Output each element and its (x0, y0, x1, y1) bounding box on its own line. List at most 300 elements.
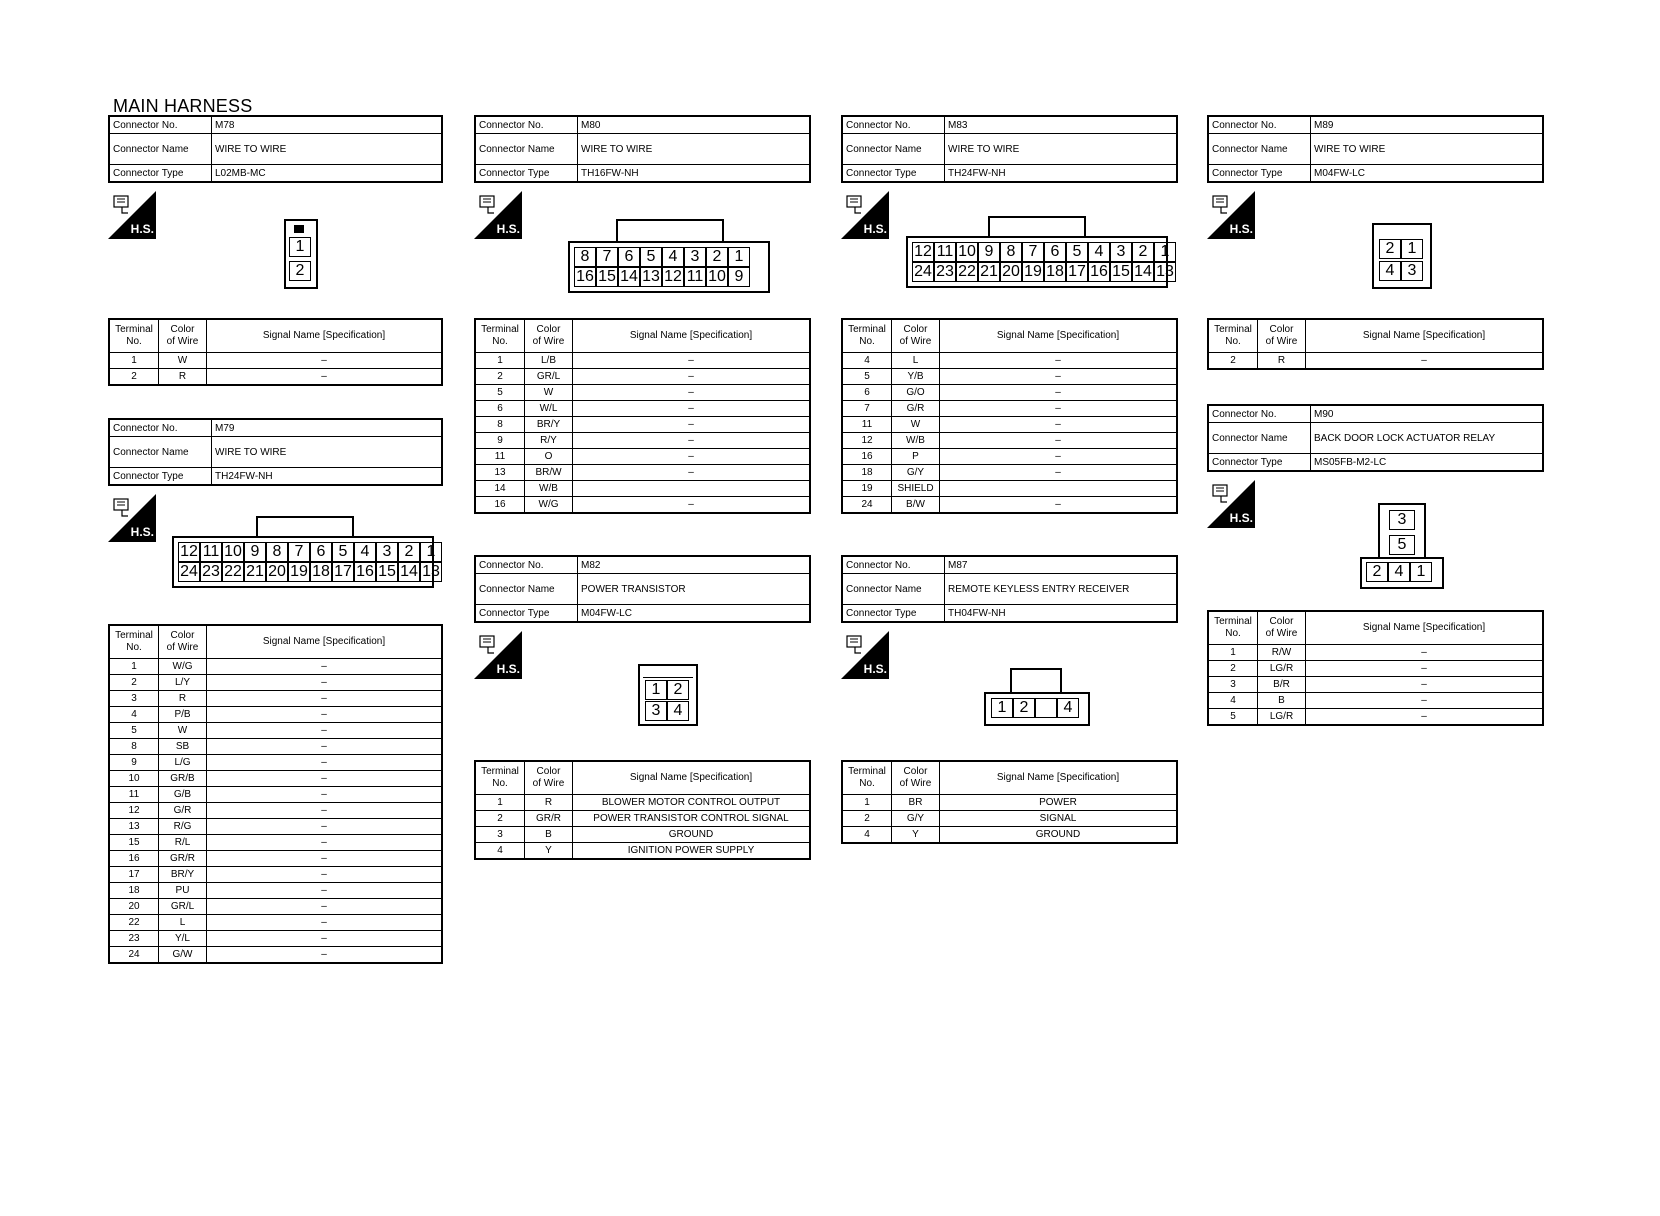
terminal-no-cell: 22 (109, 915, 159, 931)
wire-color-cell: W/B (525, 481, 573, 497)
wire-color-cell: Y/L (159, 931, 207, 947)
table-row (475, 449, 810, 465)
terminal-no-cell: 19 (842, 481, 892, 497)
pin: 2 (1013, 698, 1035, 718)
label-connector-type: Connector Type (842, 605, 945, 623)
signal-name-cell: – (573, 433, 811, 449)
pin: 13 (640, 267, 662, 287)
signal-name-cell: – (940, 417, 1178, 433)
connector-type: L02MB-MC (212, 165, 443, 183)
connector-info-table (108, 115, 443, 183)
signal-name-cell: – (207, 771, 443, 787)
pin: 9 (978, 242, 1000, 262)
table-row (109, 675, 442, 691)
pin: 15 (596, 267, 618, 287)
table-row (1208, 709, 1543, 726)
terminal-no-cell: 4 (842, 353, 892, 369)
wire-color-cell: GR/L (525, 369, 573, 385)
terminal-table-m78 (108, 318, 443, 386)
terminal-no-cell: 16 (109, 851, 159, 867)
table-row (475, 827, 810, 843)
pin: 10 (706, 267, 728, 287)
pin: 1 (1154, 242, 1176, 262)
wire-color-cell: B/R (1258, 677, 1306, 693)
pin: 20 (266, 562, 288, 582)
terminal-no-cell: 2 (109, 369, 159, 386)
table-row (842, 353, 1177, 369)
pin: 8 (1000, 242, 1022, 262)
wire-color-cell: L (159, 915, 207, 931)
terminal-table (108, 318, 443, 386)
table-row (109, 819, 442, 835)
terminal-no-cell: 2 (842, 811, 892, 827)
pin: 14 (618, 267, 640, 287)
signal-name-cell: – (207, 675, 443, 691)
wire-color-cell: R/G (159, 819, 207, 835)
pin: 3 (1389, 510, 1415, 530)
hs-label: H.S. (496, 222, 520, 236)
signal-name-cell: – (573, 401, 811, 417)
connector-name: BACK DOOR LOCK ACTUATOR RELAY (1311, 423, 1544, 454)
label-connector-name: Connector Name (842, 134, 945, 165)
pin: 4 (1388, 562, 1410, 582)
wire-color-cell: GR/R (525, 811, 573, 827)
table-row (109, 947, 442, 964)
signal-name-cell: GROUND (573, 827, 811, 843)
table-row (1208, 693, 1543, 709)
terminal-no-cell: 18 (842, 465, 892, 481)
table-row (109, 787, 442, 803)
table-row (475, 433, 810, 449)
connector-type: MS05FB-M2-LC (1311, 454, 1544, 472)
terminal-no-cell: 13 (475, 465, 525, 481)
connector-info-table (841, 555, 1178, 623)
wire-color-cell: G/Y (892, 465, 940, 481)
terminal-no-cell: 12 (842, 433, 892, 449)
signal-name-cell: – (1306, 645, 1544, 661)
signal-name-cell: – (207, 353, 443, 369)
label-connector-name: Connector Name (475, 574, 578, 605)
signal-name-cell: – (207, 867, 443, 883)
wire-color-cell: G/R (159, 803, 207, 819)
connector-key (256, 516, 354, 538)
col-color-of-wire: Color of Wire (525, 761, 573, 795)
terminal-no-cell: 1 (1208, 645, 1258, 661)
pin: 19 (1022, 262, 1044, 282)
pin: 12 (178, 542, 200, 562)
connector-face-m79 (172, 536, 440, 588)
table-row (842, 369, 1177, 385)
wire-color-cell: LG/R (1258, 709, 1306, 726)
pin: 11 (934, 242, 956, 262)
pin: 5 (640, 247, 662, 267)
hs-label: H.S. (1229, 511, 1253, 525)
signal-name-cell: – (207, 851, 443, 867)
pin: 14 (1132, 262, 1154, 282)
terminal-no-cell: 13 (109, 819, 159, 835)
signal-name-cell: – (940, 449, 1178, 465)
pin: 4 (667, 701, 689, 721)
terminal-table-m89 (1207, 318, 1544, 370)
connector-m90 (1207, 404, 1544, 472)
pin: 7 (1022, 242, 1044, 262)
pin: 18 (310, 562, 332, 582)
terminal-no-cell: 11 (475, 449, 525, 465)
connector-face-m80 (568, 241, 770, 293)
signal-name-cell: BLOWER MOTOR CONTROL OUTPUT (573, 795, 811, 811)
connector-type: M04FW-LC (1311, 165, 1544, 183)
pin: 23 (934, 262, 956, 282)
signal-name-cell (940, 481, 1178, 497)
connector-face-m89 (1372, 223, 1432, 289)
signal-name-cell (573, 481, 811, 497)
pin: 4 (662, 247, 684, 267)
col-signal-name: Signal Name [Specification] (207, 319, 443, 353)
pin: 7 (596, 247, 618, 267)
wire-color-cell: W/L (525, 401, 573, 417)
signal-name-cell: – (207, 707, 443, 723)
terminal-table (841, 760, 1178, 844)
terminal-no-cell: 1 (475, 795, 525, 811)
pin: 12 (662, 267, 684, 287)
terminal-no-cell: 17 (109, 867, 159, 883)
wire-color-cell: G/R (892, 401, 940, 417)
wire-color-cell: GR/R (159, 851, 207, 867)
terminal-table (841, 318, 1178, 514)
pin: 15 (1110, 262, 1132, 282)
table-row (475, 843, 810, 860)
terminal-no-cell: 23 (109, 931, 159, 947)
label-connector-name: Connector Name (1208, 134, 1311, 165)
connector-no: M83 (945, 116, 1178, 134)
signal-name-cell: – (940, 497, 1178, 514)
pin: 8 (574, 247, 596, 267)
connector-name: WIRE TO WIRE (212, 437, 443, 468)
wire-color-cell: Y (525, 843, 573, 860)
hs-label: H.S. (863, 662, 887, 676)
wire-color-cell: BR/Y (525, 417, 573, 433)
pin: 6 (310, 542, 332, 562)
table-row (842, 417, 1177, 433)
pin: 24 (178, 562, 200, 582)
col-color-of-wire: Color of Wire (892, 319, 940, 353)
hs-label: H.S. (863, 222, 887, 236)
table-row (109, 707, 442, 723)
terminal-no-cell: 1 (109, 353, 159, 369)
pin: 3 (645, 701, 667, 721)
label-connector-type: Connector Type (1208, 454, 1311, 472)
label-connector-no: Connector No. (109, 116, 212, 134)
terminal-no-cell: 5 (1208, 709, 1258, 726)
pin: 8 (266, 542, 288, 562)
connector-no: M78 (212, 116, 443, 134)
terminal-no-cell: 2 (109, 675, 159, 691)
pin: 6 (618, 247, 640, 267)
col-color-of-wire: Color of Wire (1258, 319, 1306, 353)
connector-face-m83 (906, 236, 1174, 288)
col-terminal-no: Terminal No. (109, 625, 159, 659)
connector-key (616, 219, 724, 243)
wire-color-cell: B/W (892, 497, 940, 514)
terminal-no-cell: 2 (1208, 661, 1258, 677)
label-connector-name: Connector Name (109, 437, 212, 468)
col-terminal-no: Terminal No. (109, 319, 159, 353)
wire-color-cell: W/G (159, 659, 207, 675)
terminal-no-cell: 9 (109, 755, 159, 771)
hs-harness-side-icon (474, 631, 522, 679)
table-row (475, 795, 810, 811)
lock-tab (294, 225, 304, 233)
col-signal-name: Signal Name [Specification] (207, 625, 443, 659)
signal-name-cell: – (573, 417, 811, 433)
terminal-no-cell: 3 (475, 827, 525, 843)
connector-m82 (474, 555, 811, 623)
col-signal-name: Signal Name [Specification] (573, 761, 811, 795)
terminal-no-cell: 11 (842, 417, 892, 433)
wire-color-cell: G/O (892, 385, 940, 401)
terminal-no-cell: 16 (475, 497, 525, 514)
pin: 2 (706, 247, 728, 267)
terminal-no-cell: 20 (109, 899, 159, 915)
signal-name-cell: – (940, 433, 1178, 449)
col-signal-name: Signal Name [Specification] (940, 319, 1178, 353)
wire-color-cell: L/Y (159, 675, 207, 691)
pin: 21 (244, 562, 266, 582)
pin: 1 (1401, 239, 1423, 259)
connector-type: TH16FW-NH (578, 165, 811, 183)
table-row (842, 827, 1177, 844)
table-row (109, 723, 442, 739)
col-signal-name: Signal Name [Specification] (573, 319, 811, 353)
pin: 5 (1066, 242, 1088, 262)
label-connector-no: Connector No. (109, 419, 212, 437)
terminal-no-cell: 4 (1208, 693, 1258, 709)
col-color-of-wire: Color of Wire (892, 761, 940, 795)
pin: 18 (1044, 262, 1066, 282)
wire-color-cell: BR (892, 795, 940, 811)
col-color-of-wire: Color of Wire (159, 625, 207, 659)
wire-color-cell: L/B (525, 353, 573, 369)
label-connector-name: Connector Name (475, 134, 578, 165)
pin: 2 (289, 261, 311, 281)
table-row (109, 867, 442, 883)
connector-no: M89 (1311, 116, 1544, 134)
signal-name-cell: – (207, 819, 443, 835)
connector-no: M79 (212, 419, 443, 437)
signal-name-cell: – (1306, 661, 1544, 677)
terminal-no-cell: 5 (475, 385, 525, 401)
terminal-table (474, 760, 811, 860)
signal-name-cell: – (207, 931, 443, 947)
wire-color-cell: W (525, 385, 573, 401)
terminal-no-cell: 24 (842, 497, 892, 514)
connector-face-m78 (284, 219, 318, 289)
signal-name-cell: – (207, 369, 443, 386)
table-row (109, 659, 442, 675)
connector-type: TH24FW-NH (212, 468, 443, 486)
label-connector-name: Connector Name (1208, 423, 1311, 454)
signal-name-cell: – (207, 835, 443, 851)
pin: 1 (728, 247, 750, 267)
table-row (1208, 661, 1543, 677)
pin: 16 (574, 267, 596, 287)
connector-no: M87 (945, 556, 1178, 574)
signal-name-cell: – (940, 353, 1178, 369)
pin: 4 (1379, 261, 1401, 281)
pin: 1 (991, 698, 1013, 718)
table-row (109, 739, 442, 755)
table-row (475, 497, 810, 514)
connector-info-table (1207, 115, 1544, 183)
terminal-no-cell: 3 (109, 691, 159, 707)
pin: 22 (222, 562, 244, 582)
wire-color-cell: R (525, 795, 573, 811)
label-connector-type: Connector Type (1208, 165, 1311, 183)
wire-color-cell: SB (159, 739, 207, 755)
wire-color-cell: BR/Y (159, 867, 207, 883)
terminal-table (108, 624, 443, 964)
pin: 24 (912, 262, 934, 282)
pin: 22 (956, 262, 978, 282)
table-row (475, 417, 810, 433)
terminal-no-cell: 5 (109, 723, 159, 739)
pin: 20 (1000, 262, 1022, 282)
pin: 9 (244, 542, 266, 562)
signal-name-cell: – (573, 449, 811, 465)
col-signal-name: Signal Name [Specification] (940, 761, 1178, 795)
connector-m87 (841, 555, 1178, 623)
terminal-table-m83 (841, 318, 1178, 514)
table-row (475, 385, 810, 401)
col-signal-name: Signal Name [Specification] (1306, 319, 1544, 353)
connector-name: WIRE TO WIRE (945, 134, 1178, 165)
signal-name-cell: – (573, 465, 811, 481)
connector-m79 (108, 418, 443, 486)
terminal-no-cell: 2 (475, 811, 525, 827)
connector-info-table (474, 555, 811, 623)
pin: 17 (1066, 262, 1088, 282)
connector-face-m87 (984, 692, 1090, 726)
table-row (109, 915, 442, 931)
hs-label: H.S. (1229, 222, 1253, 236)
wire-color-cell: L (892, 353, 940, 369)
terminal-no-cell: 4 (842, 827, 892, 844)
connector-m78 (108, 115, 443, 183)
hs-harness-side-icon (108, 191, 156, 239)
terminal-no-cell: 10 (109, 771, 159, 787)
connector-m80 (474, 115, 811, 183)
wire-color-cell: R/Y (525, 433, 573, 449)
connector-no: M80 (578, 116, 811, 134)
wire-color-cell: R (159, 691, 207, 707)
connector-name: WIRE TO WIRE (212, 134, 443, 165)
terminal-table (1207, 318, 1544, 370)
pin: 19 (288, 562, 310, 582)
label-connector-type: Connector Type (109, 468, 212, 486)
signal-name-cell: IGNITION POWER SUPPLY (573, 843, 811, 860)
signal-name-cell: – (1306, 693, 1544, 709)
label-connector-type: Connector Type (475, 165, 578, 183)
connector-name: POWER TRANSISTOR (578, 574, 811, 605)
label-connector-no: Connector No. (842, 556, 945, 574)
pin: 7 (288, 542, 310, 562)
wire-color-cell: B (525, 827, 573, 843)
label-connector-name: Connector Name (109, 134, 212, 165)
terminal-no-cell: 3 (1208, 677, 1258, 693)
table-row (109, 931, 442, 947)
connector-face-m90-upper (1378, 503, 1426, 559)
wire-color-cell: R/L (159, 835, 207, 851)
wire-color-cell: G/W (159, 947, 207, 964)
pin: 11 (200, 542, 222, 562)
pin: 9 (728, 267, 750, 287)
table-row (109, 835, 442, 851)
label-connector-no: Connector No. (842, 116, 945, 134)
table-row (475, 369, 810, 385)
signal-name-cell: – (1306, 677, 1544, 693)
table-row (109, 771, 442, 787)
terminal-no-cell: 4 (109, 707, 159, 723)
col-color-of-wire: Color of Wire (1258, 611, 1306, 645)
pin: 1 (289, 237, 311, 257)
connector-name: REMOTE KEYLESS ENTRY RECEIVER (945, 574, 1178, 605)
hs-harness-side-icon (1207, 480, 1255, 528)
signal-name-cell: – (573, 385, 811, 401)
pin: 16 (1088, 262, 1110, 282)
terminal-no-cell: 2 (475, 369, 525, 385)
signal-name-cell: – (207, 947, 443, 964)
table-row (842, 465, 1177, 481)
pin: 12 (912, 242, 934, 262)
label-connector-type: Connector Type (475, 605, 578, 623)
terminal-no-cell: 1 (109, 659, 159, 675)
pin (1035, 698, 1057, 718)
terminal-no-cell: 1 (842, 795, 892, 811)
signal-name-cell: – (940, 401, 1178, 417)
terminal-table-m80 (474, 318, 811, 514)
table-row (842, 385, 1177, 401)
signal-name-cell: – (1306, 353, 1544, 370)
pin: 5 (1389, 535, 1415, 555)
connector-no: M90 (1311, 405, 1544, 423)
connector-type: TH04FW-NH (945, 605, 1178, 623)
signal-name-cell: – (207, 755, 443, 771)
wire-color-cell: BR/W (525, 465, 573, 481)
pin: 1 (1410, 562, 1432, 582)
connector-info-table (108, 418, 443, 486)
wire-color-cell: LG/R (1258, 661, 1306, 677)
col-color-of-wire: Color of Wire (525, 319, 573, 353)
terminal-no-cell: 12 (109, 803, 159, 819)
pin: 13 (420, 562, 442, 582)
pin: 6 (1044, 242, 1066, 262)
connector-face-m90-lower (1360, 557, 1444, 589)
pin: 10 (956, 242, 978, 262)
pin: 3 (1110, 242, 1132, 262)
terminal-table-m90 (1207, 610, 1544, 726)
connector-info-table (474, 115, 811, 183)
wire-color-cell: GR/L (159, 899, 207, 915)
pin: 3 (1401, 261, 1423, 281)
signal-name-cell: – (207, 659, 443, 675)
wire-color-cell: L/G (159, 755, 207, 771)
terminal-no-cell: 8 (109, 739, 159, 755)
col-terminal-no: Terminal No. (1208, 611, 1258, 645)
signal-name-cell: – (940, 385, 1178, 401)
pin: 1 (420, 542, 442, 562)
terminal-no-cell: 1 (475, 353, 525, 369)
signal-name-cell: – (940, 465, 1178, 481)
